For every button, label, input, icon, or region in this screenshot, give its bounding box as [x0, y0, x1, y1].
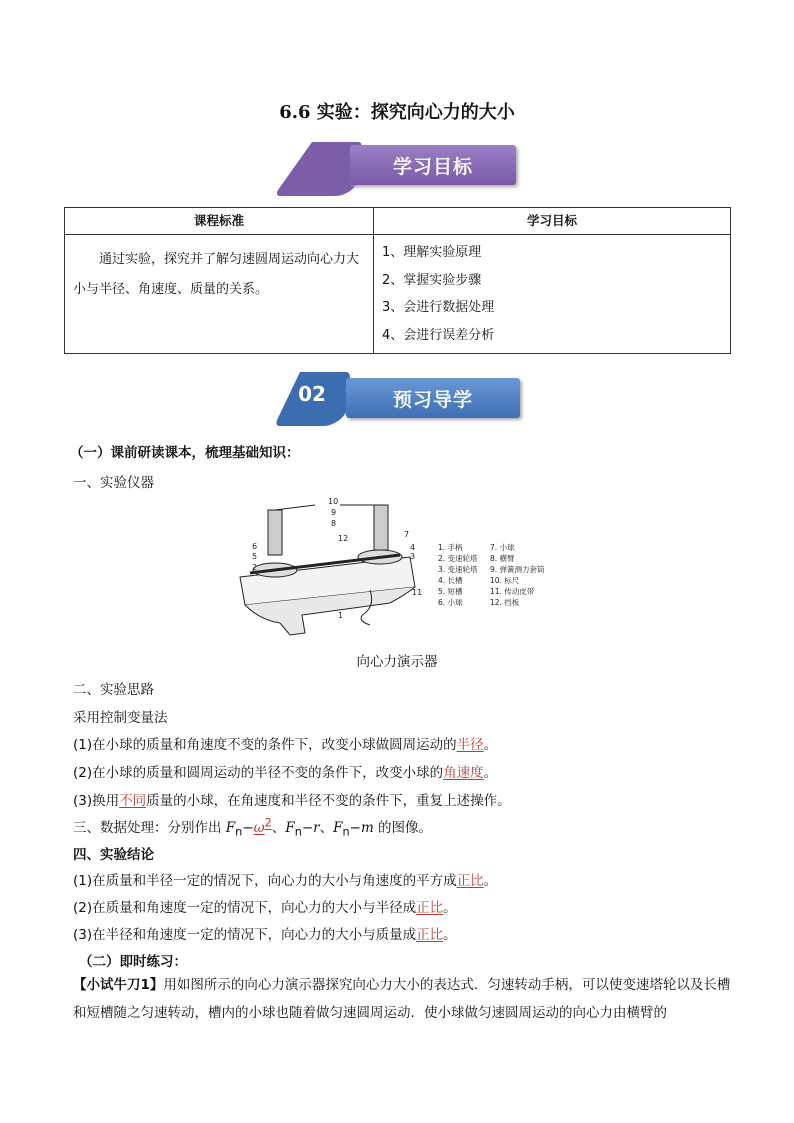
legend-item: 3. 变速轮塔 — [438, 565, 478, 574]
step-text: 质量的小球，在角速度和半径不变的条件下，重复上述操作。 — [146, 793, 511, 809]
step-text: 。 — [483, 765, 498, 781]
conclusion-text: 。 — [443, 900, 457, 916]
step-text: (2)在小球的质量和圆周运动的半径不变的条件下，改变小球的 — [73, 765, 444, 781]
legend-item: 5. 短槽 — [438, 587, 463, 596]
exercise-tag: 【小试牛刀1】 — [73, 977, 164, 993]
data-proc-text: 三、数据处理：分别作出 — [73, 820, 226, 836]
exercise-paragraph — [73, 971, 733, 1027]
apparatus-figure — [230, 495, 560, 640]
legend-item: 4. 长槽 — [438, 576, 463, 585]
goal-item: 4、会进行误差分析 — [382, 327, 495, 343]
legend-item: 7. 小球 — [490, 543, 515, 552]
conclusion-text: (2)在质量和角速度一定的情况下，向心力的大小与半径成 — [73, 900, 417, 916]
legend-item: 10. 标尺 — [490, 576, 520, 585]
data-processing-line: 三、数据处理：分别作出 $F_n-\omega^2$、$F_n-r$、$F_n-m$ 的图像。 — [73, 816, 433, 839]
figure-number: 10 — [328, 497, 339, 506]
figure-caption: 向心力演示器 — [356, 654, 438, 670]
goal-item: 2、掌握实验步骤 — [382, 272, 482, 288]
conclusion-text: 。 — [483, 873, 498, 889]
answer-blank: 正比 — [456, 873, 484, 889]
figure-number: 2 — [252, 563, 258, 572]
force-symbol: F — [333, 820, 343, 836]
step-line — [73, 761, 497, 781]
conclusion-text: (1)在质量和半径一定的情况下，向心力的大小与角速度的平方成 — [73, 873, 457, 889]
legend-item: 2. 变速轮塔 — [438, 554, 478, 563]
figure-number: 1 — [338, 611, 344, 620]
table-header: 学习目标 — [374, 208, 731, 235]
subscript: n — [235, 825, 243, 839]
section-label: 预习导学 — [346, 378, 520, 418]
figure-number: 11 — [412, 588, 423, 597]
figure-number: 12 — [338, 534, 349, 543]
section-label: 学习目标 — [350, 145, 516, 185]
answer-blank: 角速度 — [443, 765, 484, 781]
radius-symbol: r — [313, 820, 320, 836]
step-line — [73, 789, 511, 809]
figure-number: 5 — [252, 552, 258, 561]
figure-number: 7 — [404, 530, 410, 539]
omega-symbol: ω — [253, 820, 265, 836]
conclusion-line — [73, 869, 497, 889]
heading-conclusion: 四、实验结论 — [73, 847, 154, 863]
legend-item: 9. 弹簧测力套筒 — [490, 565, 545, 574]
answer-blank: 不同 — [119, 793, 147, 809]
subscript: n — [294, 825, 302, 839]
goal-list — [374, 235, 731, 354]
goal-item: 3、会进行数据处理 — [382, 300, 495, 315]
conclusion-line — [73, 896, 457, 916]
heading-apparatus: 一、实验仪器 — [73, 475, 154, 491]
step-text: (3)换用 — [73, 793, 120, 809]
legend-item: 8. 横臂 — [490, 554, 515, 563]
goal-item: 1、理解实验原理 — [382, 245, 482, 260]
conclusion-text: (3)在半径和角速度一定的情况下，向心力的大小与质量成 — [73, 927, 417, 943]
legend-item: 6. 小球 — [438, 598, 463, 607]
figure-number: 8 — [331, 519, 337, 528]
figure-number: 6 — [252, 542, 258, 551]
answer-blank: 正比 — [416, 900, 444, 916]
heading-practice: （二）即时练习： — [79, 954, 187, 970]
data-proc-text: 的图像。 — [373, 820, 433, 836]
exercise-text: 用如图所示的向心力演示器探究向心力大小的表达式．匀速转动手柄，可以使变速塔轮以及长槽和短槽随之匀速转动，槽内的小球也随着做匀速圆周运动．使小球做匀速圆周运动的向心力由横臂的 — [73, 977, 731, 1021]
table-header: 课程标准 — [65, 208, 374, 235]
heading-idea: 二、实验思路 — [73, 682, 154, 698]
step-text: (1)在小球的质量和角速度不变的条件下，改变小球做圆周运动的 — [73, 737, 457, 753]
step-line — [73, 733, 497, 753]
legend-item: 12. 挡板 — [490, 598, 520, 607]
method-text: 采用控制变量法 — [73, 710, 168, 726]
conclusion-text: 。 — [443, 927, 457, 943]
answer-blank: 正比 — [416, 927, 444, 943]
heading-study: （一）课前研读课本，梳理基础知识： — [70, 445, 300, 461]
goals-table — [64, 207, 731, 354]
step-text: 。 — [483, 737, 498, 753]
legend-item: 11. 传动皮带 — [490, 587, 535, 596]
subscript: n — [342, 825, 350, 839]
force-symbol: F — [225, 820, 236, 836]
page-title: 6.6 实验：探究向心力的大小 — [279, 102, 515, 123]
superscript: 2 — [264, 816, 272, 830]
answer-blank: 半径 — [456, 737, 484, 753]
section-badge-number: 02 — [298, 382, 326, 406]
figure-number: 4 — [410, 543, 416, 552]
course-standard-text: 通过实验，探究并了解匀速圆周运动向心力大小与半径、角速度、质量的关系。 — [65, 235, 374, 354]
figure-number: 3 — [410, 552, 416, 561]
mass-symbol: m — [360, 820, 374, 836]
conclusion-line — [73, 923, 457, 943]
legend-item: 1. 手柄 — [438, 543, 463, 552]
force-symbol: F — [285, 820, 295, 836]
figure-number: 9 — [331, 508, 337, 517]
